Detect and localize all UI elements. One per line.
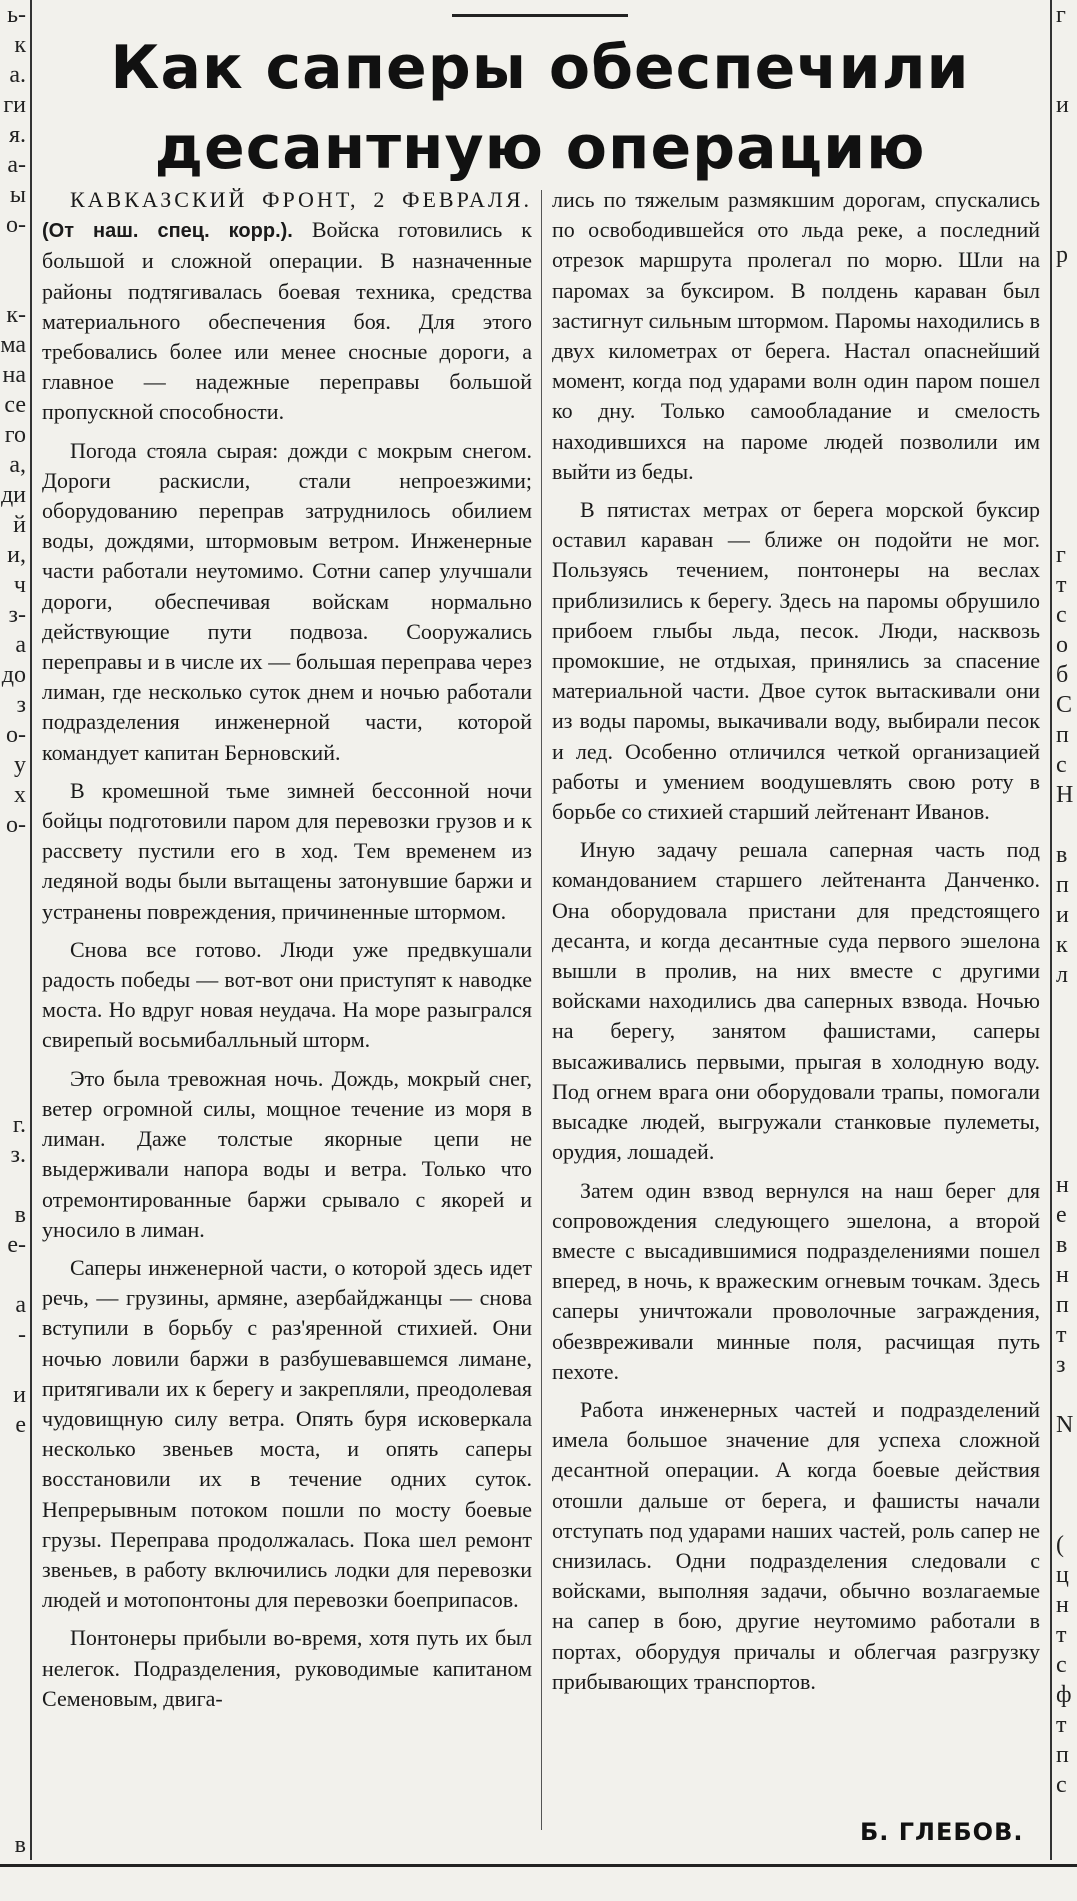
clipped-text-fragment: [1056, 210, 1077, 240]
column-divider-left: [30, 0, 32, 1860]
clipped-text-fragment: Н: [1056, 782, 1074, 808]
clipped-text-fragment: с: [1056, 1772, 1067, 1798]
body-paragraph: Затем один взвод вернулся на наш берег для сопровождения следующего эшелона, а второй вместе с высадившимися подразделениями пошел вперед, в ночь, к вражеским огневым точкам. Здесь саперы уничтожали проволочные заграждения, обезвреживали минные поля, расчищая путь пехоте.: [552, 1177, 1040, 1384]
clipped-text-fragment: [1056, 1140, 1077, 1170]
clipped-text-fragment: с: [1056, 752, 1067, 778]
clipped-text-fragment: х: [14, 782, 26, 808]
clipped-text-fragment: а: [15, 632, 26, 658]
clipped-text-fragment: з: [1056, 1352, 1066, 1378]
clipped-text-fragment: ч: [13, 572, 26, 598]
lead-paragraph: [42, 185, 532, 428]
clipped-text-fragment: с: [1056, 1652, 1067, 1678]
clipped-text-fragment: е: [15, 1412, 26, 1438]
clipped-text-fragment: [0, 900, 26, 930]
correspondent-credit: (От наш. спец. корр.).: [42, 220, 293, 243]
clipped-text-fragment: п: [1056, 722, 1069, 748]
clipped-text-fragment: т: [1056, 1622, 1067, 1648]
clipped-text-fragment: [1056, 450, 1077, 480]
clipped-text-fragment: п: [1056, 1292, 1069, 1318]
clipped-text-fragment: к-: [6, 302, 26, 328]
clipped-text-fragment: [0, 960, 26, 990]
clipped-text-fragment: т: [1056, 1712, 1067, 1738]
clipped-text-fragment: и: [1056, 902, 1069, 928]
body-paragraph: Иную задачу решала саперная часть под командованием старшего лейтенанта Данченко. Она оборудовала пристани для предстоящего десанта, и когда десантные суда первого эшелона вышли в пролив, на них вместе с другими войсками находились два саперных взвода. Ночью на берегу, занятом фашистами, саперы высаживались первыми, прыгая в холодную воду. Под огнем врага они оборудовали трапы, помогали высадке людей, выгружали станковые пулеметы, орудия, лошадей.: [552, 837, 1040, 1165]
clipped-text-fragment: [0, 1620, 26, 1650]
clipped-text-fragment: б: [1056, 662, 1069, 688]
clipped-text-fragment: [0, 1500, 26, 1530]
clipped-text-fragment: и,: [7, 542, 26, 568]
clipped-text-fragment: а-: [7, 152, 26, 178]
clipped-text-fragment: [1056, 180, 1077, 210]
clipped-text-fragment: [0, 1710, 26, 1740]
clipped-text-fragment: С: [1056, 692, 1073, 718]
clipped-text-fragment: [1056, 390, 1077, 420]
body-paragraph: Погода стояла сырая: дожди с мокрым снегом. Дороги раскисли, стали непроезжими; оборудованию переправ затруднилось обилием воды, дождями, штормовым ветром. Инженерные части работали неутомимо. Сотни сапер улучшали дороги, обеспечивая войскам нормально действующие пути подвоза. Сооружались переправы и в числе их — большая переправа через лиман, где несколько суток днем и ночью работали подразделения инженерной части, которой командует капитан Берновский.: [42, 437, 532, 765]
clipped-text-fragment: [1056, 480, 1077, 510]
clipped-text-fragment: ф: [1056, 1682, 1072, 1708]
clipped-text-fragment: [1056, 810, 1077, 840]
clipped-text-fragment: [1056, 1380, 1077, 1410]
clipped-text-fragment: е: [1056, 1202, 1067, 1228]
clipped-text-fragment: п: [1056, 1742, 1069, 1768]
clipped-text-fragment: [1056, 120, 1077, 150]
clipped-text-fragment: [0, 1470, 26, 1500]
clipped-text-fragment: [0, 990, 26, 1020]
body-paragraph: Саперы инженерной части, о которой здесь идет речь, — грузины, армяне, азербайджанцы — снова вступили в борьбу с раз'яренной стихией. Они ночью ловили баржи в разбушевавшемся лимане, притягивали их к берегу и закрепляли, преодолевая чудовищную силу ветра. Опять буря исковеркала несколько звеньев моста, и опять саперы восстановили их в течение одних суток. Непрерывным потоком пошли по мосту боевые грузы. Переправа продолжалась. Пока шел ремонт звеньев, в работу включились лодки для перевозки людей и мотопонтоны для перевозки боеприпасов.: [42, 1254, 532, 1613]
clipped-text-fragment: [1056, 150, 1077, 180]
clipped-text-fragment: [1056, 270, 1077, 300]
clipped-text-fragment: [1056, 330, 1077, 360]
clipped-text-fragment: го: [4, 422, 26, 448]
page-bottom-rule: [0, 1864, 1077, 1867]
clipped-text-fragment: в: [1056, 1232, 1068, 1258]
clipped-text-fragment: в: [14, 1832, 26, 1858]
dateline: КАВКАЗСКИЙ ФРОНТ, 2 ФЕВРАЛЯ.: [70, 187, 532, 212]
clipped-text-fragment: [0, 1590, 26, 1620]
clipped-text-fragment: й: [13, 512, 26, 538]
clipped-text-fragment: [0, 1260, 26, 1290]
clipped-text-fragment: [1056, 1500, 1077, 1530]
headline-rule: [452, 14, 628, 17]
clipped-text-fragment: н: [1056, 1592, 1069, 1618]
clipped-text-fragment: ги: [3, 92, 26, 118]
clipped-text-fragment: з: [16, 692, 26, 718]
clipped-text-fragment: [1056, 1470, 1077, 1500]
body-paragraph: Работа инженерных частей и подразделений имела большое значение для успеха сложной десантной операции. А когда боевые действия отошли дальше от берега, и фашисты начали отступать под ударами наших частей, роль сапер не снизилась. Одни подразделения следовали с войсками, выполняя задачи, обычно возлагаемые на сапер в бою, другие неутомимо работали в портах, оборудуя причалы и облегчая разгрузку прибывающих транспортов.: [552, 1396, 1040, 1694]
clipped-text-fragment: (: [1056, 1532, 1064, 1558]
headline-line-1: Как саперы обеспечили: [110, 33, 970, 103]
body-paragraph: Это была тревожная ночь. Дождь, мокрый снег, ветер огромной силы, мощное течение из моря в лиман. Даже толстые якорные цепи не выдерживали напора воды и ветра. Только что отремонтированные баржи срывало с якорей и уносило в лиман.: [42, 1065, 532, 1242]
article-column-1: [42, 185, 532, 1722]
article-headline: [40, 28, 1040, 188]
clipped-text-fragment: [0, 1800, 26, 1830]
clipped-text-fragment: [0, 1080, 26, 1110]
left-clipped-column: [0, 0, 28, 1860]
clipped-text-fragment: [0, 1740, 26, 1770]
clipped-text-fragment: [0, 1350, 26, 1380]
clipped-text-fragment: т: [1056, 1322, 1067, 1348]
clipped-text-fragment: о-: [6, 722, 26, 748]
clipped-text-fragment: с: [1056, 602, 1067, 628]
clipped-text-fragment: г: [1056, 542, 1066, 568]
clipped-text-fragment: [0, 1170, 26, 1200]
clipped-text-fragment: о-: [6, 812, 26, 838]
clipped-text-fragment: ы: [9, 182, 26, 208]
author-signature: Б. ГЛЕБОВ.: [860, 1818, 1024, 1846]
clipped-text-fragment: в: [1056, 842, 1068, 868]
clipped-text-fragment: [0, 1020, 26, 1050]
clipped-text-fragment: [1056, 1050, 1077, 1080]
lead-text: Войска готовились к большой и сложной операции. В назначенные районы подтягивалась боевая техника, средства материального обеспечения боя. Для этого требовались более или менее сносные дороги, а главное — надежные переправы большой пропускной способности.: [42, 217, 532, 425]
clipped-text-fragment: [1056, 360, 1077, 390]
clipped-text-fragment: ма: [0, 332, 26, 358]
headline-line-2: десантную операцию: [154, 113, 926, 183]
clipped-text-fragment: и: [13, 1382, 26, 1408]
clipped-text-fragment: [1056, 1080, 1077, 1110]
clipped-text-fragment: [1056, 990, 1077, 1020]
body-paragraph: Понтонеры прибыли во-время, хотя путь их был нелегок. Подразделения, руководимые капитаном Семеновым, двига-: [42, 1625, 532, 1711]
clipped-text-fragment: [0, 1560, 26, 1590]
clipped-text-fragment: -: [18, 1322, 26, 1348]
clipped-text-fragment: к: [1056, 932, 1068, 958]
column-divider-middle: [541, 190, 542, 1830]
clipped-text-fragment: р: [1056, 242, 1068, 268]
clipped-text-fragment: н: [1056, 1172, 1069, 1198]
body-paragraph: лись по тяжелым размякшим дорогам, спускались по освободившейся ото льда реке, а последний отрезок маршрута пролегал по морю. Шли на паромах за буксиром. В полдень караван был застигнут сильным штормом. Паромы находились в двух километрах от берега. Настал опаснейший момент, когда под ударами волн один паром пошел ко дну. Только самообладание и смелость находившихся на пароме людей позволили им выйти из беды.: [552, 187, 1040, 484]
clipped-text-fragment: ц: [1056, 1562, 1069, 1588]
body-paragraph: Снова все готово. Люди уже предвкушали радость победы — вот-вот они приступят к наводке моста. Но вдруг новая неудача. На море разыгрался свирепый восьмибалльный шторм.: [42, 936, 532, 1053]
clipped-text-fragment: з-: [8, 602, 26, 628]
body-paragraph: В кромешной тьме зимней бессонной ночи бойцы подготовили паром для перевозки грузов и к рассвету пустили его в ход. Тем временем из ледяной воды были вытащены затонувшие баржи и устранены повреждения, причиненные штормом.: [42, 777, 532, 924]
clipped-text-fragment: до: [1, 662, 26, 688]
clipped-text-fragment: [1056, 30, 1077, 60]
clipped-text-fragment: в: [14, 1202, 26, 1228]
clipped-text-fragment: [1056, 420, 1077, 450]
clipped-text-fragment: [0, 1650, 26, 1680]
clipped-text-fragment: [1056, 1020, 1077, 1050]
clipped-text-fragment: [0, 270, 26, 300]
clipped-text-fragment: а.: [9, 62, 26, 88]
clipped-text-fragment: н: [1056, 1262, 1069, 1288]
clipped-text-fragment: [0, 1440, 26, 1470]
clipped-text-fragment: [1056, 1440, 1077, 1470]
body-paragraph: В пятистах метрах от берега морской буксир оставил караван — ближе он подойти не мог. Пользуясь течением, понтонеры на веслах приблизились к берегу. Здесь на паромы обрушило прибоем глыбы льда, песок. Люди, насквозь промокшие, не отдыхая, принялись за спасение материальной части. Двое суток вытаскивали они из воды паромы, выкачивали воду, выбирали песок и лед. Особенно отличился четкой организацией работы и умением воодушевлять свою роту в борьбе со стихией старший лейтенант Иванов.: [552, 497, 1040, 825]
column-divider-right: [1050, 0, 1052, 1860]
clipped-text-fragment: [0, 240, 26, 270]
clipped-text-fragment: л: [1056, 962, 1068, 988]
clipped-text-fragment: [0, 1530, 26, 1560]
clipped-text-fragment: у: [14, 752, 26, 778]
right-clipped-column: [1056, 0, 1077, 1860]
clipped-text-fragment: [1056, 60, 1077, 90]
clipped-text-fragment: е-: [7, 1232, 26, 1258]
clipped-text-fragment: и: [1056, 92, 1069, 118]
clipped-text-fragment: [1056, 510, 1077, 540]
clipped-text-fragment: [1056, 1110, 1077, 1140]
clipped-text-fragment: ь-: [7, 2, 26, 28]
clipped-text-fragment: а: [15, 1292, 26, 1318]
clipped-text-fragment: се: [4, 392, 26, 418]
clipped-text-fragment: [0, 930, 26, 960]
clipped-text-fragment: [0, 870, 26, 900]
clipped-text-fragment: я.: [8, 122, 26, 148]
clipped-text-fragment: т: [1056, 572, 1067, 598]
clipped-text-fragment: на: [2, 362, 26, 388]
clipped-text-fragment: г: [1056, 2, 1066, 28]
clipped-text-fragment: [0, 1680, 26, 1710]
clipped-text-fragment: [0, 1050, 26, 1080]
clipped-text-fragment: г.: [12, 1112, 26, 1138]
clipped-text-fragment: [0, 840, 26, 870]
article-column-2: [552, 185, 1040, 1705]
clipped-text-fragment: [0, 1770, 26, 1800]
clipped-text-fragment: N: [1056, 1412, 1074, 1438]
clipped-text-fragment: п: [1056, 872, 1069, 898]
clipped-text-fragment: [1056, 300, 1077, 330]
clipped-text-fragment: з.: [10, 1142, 26, 1168]
clipped-text-fragment: ди: [0, 482, 26, 508]
clipped-text-fragment: к: [14, 32, 26, 58]
clipped-text-fragment: о: [1056, 632, 1068, 658]
clipped-text-fragment: о-: [6, 212, 26, 238]
clipped-text-fragment: а,: [9, 452, 26, 478]
